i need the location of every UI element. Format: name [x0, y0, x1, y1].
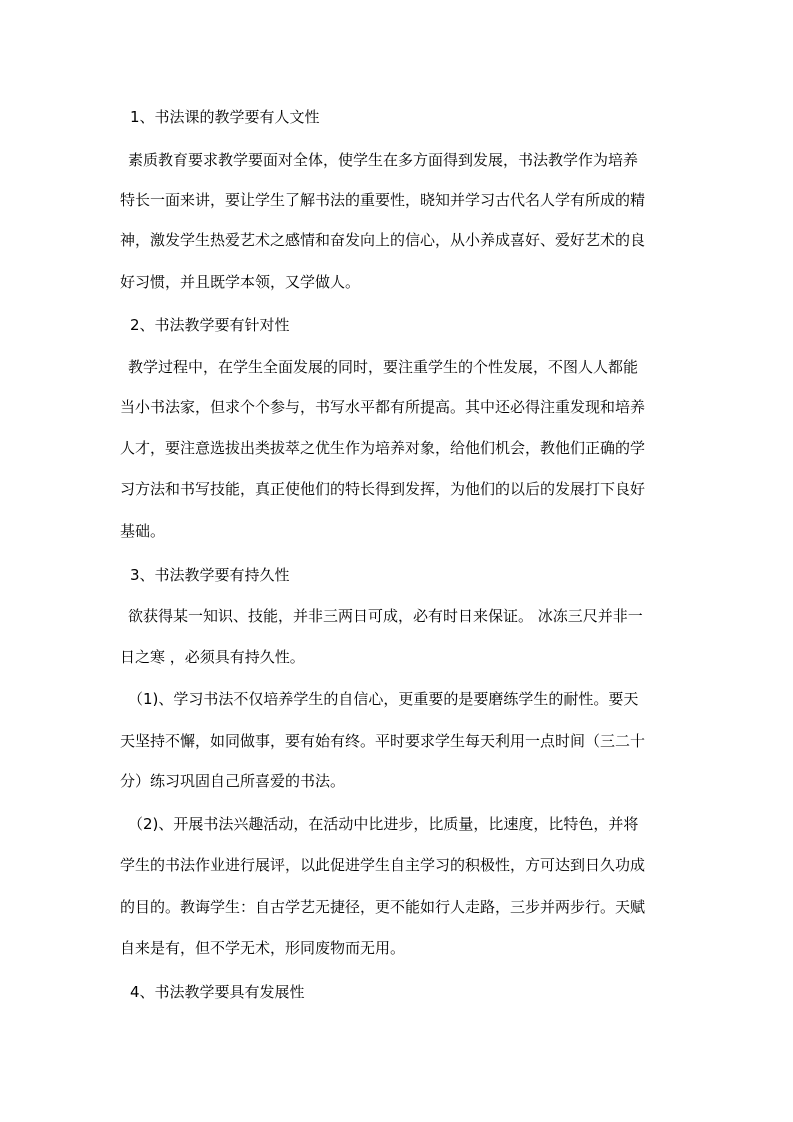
paragraph-line: 当小书法家，但求个个参与，书写水平都有所提高。其中还必得注重发现和培养	[120, 398, 646, 416]
paragraph-line: 教学过程中，在学生全面发展的同时，要注重学生的个性发展，不图人人都能	[128, 358, 639, 376]
paragraph-line: 好习惯，并且既学本领，又学做人。	[120, 273, 361, 291]
paragraph-line: 分）练习巩固自己所喜爱的书法。	[120, 772, 346, 790]
paragraph-line: 的目的。教诲学生：自古学艺无捷径，更不能如行人走路，三步并两步行。天赋	[120, 898, 646, 916]
heading-persistent: 3、书法教学要有持久性	[130, 566, 290, 584]
heading-developmental: 4、书法教学要具有发展性	[130, 983, 305, 1001]
paragraph-line: （1)、学习书法不仅培养学生的自信心，更重要的是要磨练学生的耐性。要天	[128, 690, 639, 708]
paragraph-line: 基础。	[120, 522, 166, 540]
paragraph-line: 人才，要注意选拔出类拔萃之优生作为培养对象，给他们机会，教他们正确的学	[120, 439, 646, 457]
paragraph-line: 日之寒 ，必须具有持久性。	[120, 648, 305, 666]
paragraph-line: 神，激发学生热爱艺术之感情和奋发向上的信心，从小养成喜好、爱好艺术的良	[120, 231, 646, 249]
paragraph-line: 素质教育要求教学要面对全体，使学生在多方面得到发展，书法教学作为培养	[128, 151, 639, 169]
heading-targeted: 2、书法教学要有针对性	[130, 316, 290, 334]
paragraph-line: 自来是有，但不学无术，形同废物而无用。	[120, 939, 406, 957]
paragraph-line: 学生的书法作业进行展评，以此促进学生自主学习的积极性，方可达到日久功成	[120, 856, 646, 874]
heading-humanistic: 1、书法课的教学要有人文性	[130, 108, 320, 126]
paragraph-line: （2)、开展书法兴趣活动，在活动中比进步，比质量，比速度，比特色，并将	[128, 815, 639, 833]
paragraph-line: 欲获得某一知识、技能，并非三两日可成，必有时日来保证。 冰冻三尺并非一	[128, 607, 643, 625]
paragraph-line: 特长一面来讲，要让学生了解书法的重要性，晓知并学习古代名人学有所成的精	[120, 191, 646, 209]
paragraph-line: 习方法和书写技能，真正使他们的特长得到发挥，为他们的以后的发展打下良好	[120, 480, 646, 498]
paragraph-line: 天坚持不懈，如同做事，要有始有终。平时要求学生每天利用一点时间（三二十	[120, 732, 646, 750]
